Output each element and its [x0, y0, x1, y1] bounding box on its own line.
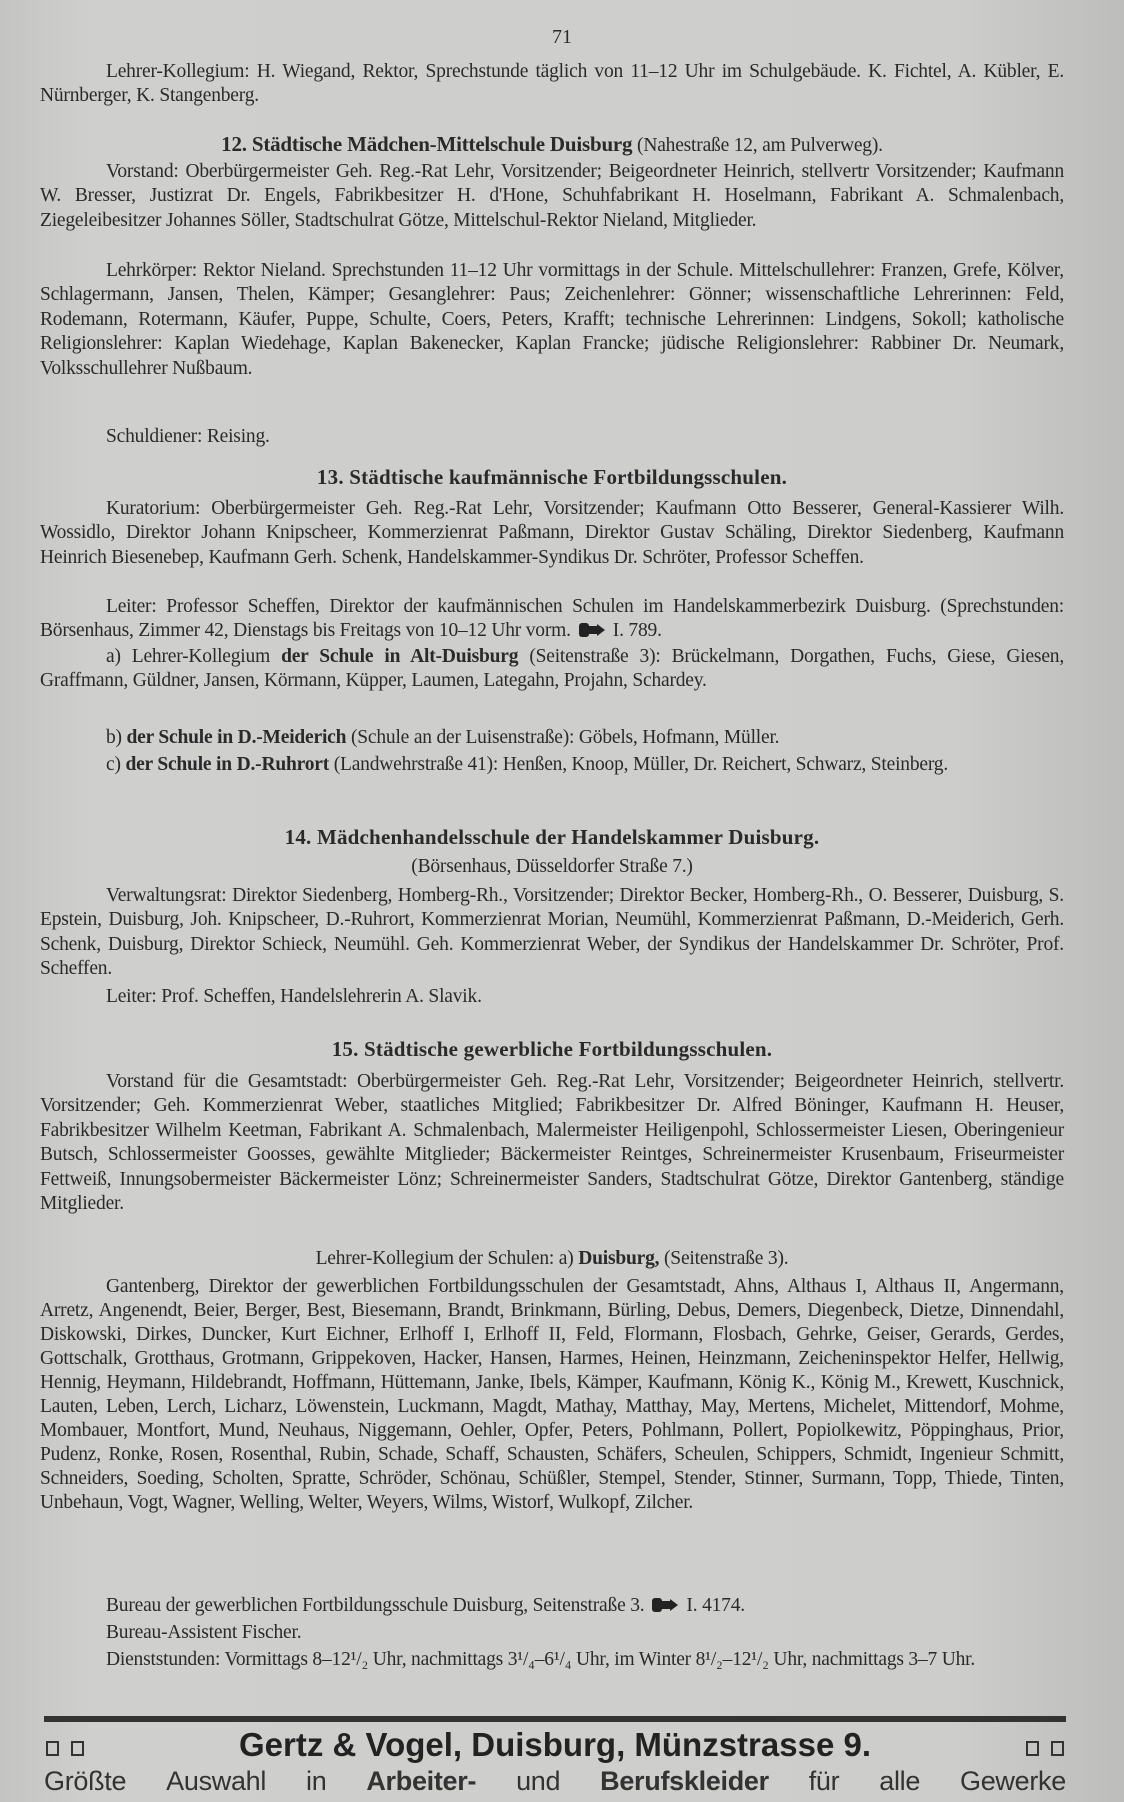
section-12-title: 12. Städtische Mädchen-Mittelschule Duisburg	[221, 132, 633, 156]
advert-word: alle	[879, 1766, 921, 1796]
section-13-b	[40, 726, 1064, 750]
section-13-a	[40, 645, 1064, 694]
section-15-assistent: Bureau-Assistent Fischer.	[106, 1622, 302, 1643]
a-rest: (Seitenstraße 3): Brückelmann, Dorgathen, Fuchs, Giese, Giesen, Graffmann, Güldner, Jansen, Körmann, Küpper, Laumen, Lategahn, Projahn, Schardey.	[40, 646, 1064, 692]
telephone-icon	[577, 621, 607, 639]
section-13-c	[40, 753, 1064, 777]
advert-word: für	[808, 1766, 840, 1796]
section-12-address: (Nahestraße 12, am Pulverweg).	[632, 135, 883, 156]
b-prefix: b)	[106, 727, 127, 748]
intro-kollegium: Lehrer-Kollegium: H. Wiegand, Rektor, Sprechstunde täglich von 11–12 Uhr im Schulgebäude. K. Fichtel, A. Kübler, E. Nürnberger, K. Stangenberg.	[40, 61, 1064, 107]
advert-word: Gewerke	[960, 1766, 1066, 1796]
c-prefix: c)	[106, 754, 126, 775]
advert-company: Gertz & Vogel, Duisburg, Münzstrasse 9.	[238, 1726, 871, 1763]
kollegium-address: (Seitenstraße 3).	[659, 1248, 789, 1269]
advert-line-2	[44, 1766, 1066, 1797]
a-school: der Schule in Alt-Duisburg	[281, 646, 519, 667]
section-15-bureau	[40, 1594, 1064, 1618]
kollegium-city: Duisburg,	[578, 1248, 660, 1269]
c-rest: (Landwehrstraße 41): Henßen, Knoop, Müller, Dr. Reichert, Schwarz, Steinberg.	[329, 754, 949, 775]
c-school: der Schule in D.-Ruhrort	[125, 754, 330, 775]
bureau-text: Bureau der gewerblichen Fortbildungsschule Duisburg, Seitenstraße 3.	[106, 1595, 645, 1616]
section-15-heading: 15. Städtische gewerbliche Fortbildungsschulen.	[331, 1037, 773, 1061]
advert-word: in	[306, 1766, 327, 1796]
section-12-schuldiener: Schuldiener: Reising.	[106, 426, 270, 447]
section-15-dienststunden: Dienststunden: Vormittags 8–12¹/₂ Uhr, nachmittags 3¹/₄–6¹/₄ Uhr, im Winter 8¹/₂–12¹/₂ Uhr, nachmittags 3–7 Uhr.	[106, 1649, 976, 1670]
section-15-kollegium-heading	[40, 1247, 1064, 1271]
section-12-heading	[40, 132, 1064, 158]
advert-word: Größte	[44, 1766, 127, 1796]
section-13-kuratorium: Kuratorium: Oberbürgermeister Geh. Reg.-Rat Lehr, Vorsitzender; Kaufmann Otto Besserer, General-Kassierer Wilh. Wossidlo, Direktor Johann Knipscheer, Kommerzienrat Paßmann, Direktor Gustav Schäling, Direktor Siedenberg, Kaufmann Heinrich Biesenebер, Kaufmann Gerh. Schenk, Handelskammer-Syndikus Dr. Schröter, Professor Scheffen.	[40, 498, 1064, 568]
b-rest: (Schule an der Luisenstraße): Göbels, Hofmann, Müller.	[346, 727, 780, 748]
section-15-vorstand: Vorstand für die Gesamtstadt: Oberbürgermeister Geh. Reg.-Rat Lehr, Vorsitzender; Beigeordneter Heinrich, stellvertr. Vorsitzender; Geh. Kommerzienrat Weber, staatliches Mitglied; Fabrikbesitzer Dr. Alfred Böninger, Kaufmann H. Heuser, Fabrikbesitzer Wilhelm Keetman, Fabrikant A. Schmalenbach, Malermeister Heiligenpohl, Schlossermeister Liesen, Oberingenieur Butsch, Schlossermeister Goosses, gewählte Mitglieder; Bäckermeister Reintges, Schreinermeister Krusenbaum, Friseurmeister Fettweiß, Innungsobermeister Bäckermeister Lönz; Schreinermeister Sanders, Stadtschulrat Götze, Direktor Gantenberg, ständige Mitglieder.	[40, 1071, 1064, 1215]
kollegium-prefix: Lehrer-Kollegium der Schulen: a)	[315, 1248, 579, 1269]
section-14-leiter: Leiter: Prof. Scheffen, Handelslehrerin A. Slavik.	[106, 986, 482, 1007]
bureau-phone: I. 4174.	[686, 1595, 745, 1616]
advert-word: Berufskleider	[600, 1766, 769, 1796]
advert-line-1	[40, 1726, 1070, 1764]
advert-word: Arbeiter-	[366, 1766, 477, 1796]
telephone-icon	[650, 1596, 680, 1614]
advert-divider	[44, 1716, 1066, 1722]
section-14-address: (Börsenhaus, Düsseldorfer Straße 7.)	[411, 856, 693, 877]
section-13-heading: 13. Städtische kaufmännische Fortbildungsschulen.	[316, 465, 788, 489]
leiter-phone: I. 789.	[612, 620, 662, 642]
section-14-heading: 14. Mädchenhandelsschule der Handelskammer Duisburg.	[284, 825, 820, 849]
square-ornament-icon	[40, 1726, 90, 1764]
section-12-vorstand: Vorstand: Oberbürgermeister Geh. Reg.-Rat Lehr, Vorsitzender; Beigeordneter Heinrich, stellvertr Vorsitzender; Kaufmann W. Bresser, Justizrat Dr. Engels, Fabrikbesitzer H. d'Hone, Schuhfabrikant H. Hoselmann, Fabrikant A. Schmalenbach, Ziegeleibesitzer Johannes Söller, Stadtschulrat Götze, Mittelschul-Rektor Nieland, Mitglieder.	[40, 161, 1064, 231]
advert-word: Auswahl	[166, 1766, 267, 1796]
advert-word: und	[516, 1766, 561, 1796]
square-ornament-icon	[1020, 1726, 1070, 1764]
page-number: 71	[552, 26, 572, 48]
leiter-text: Leiter: Professor Scheffen, Direktor der kaufmännischen Schulen im Handelskammerbezirk Duisburg. (Sprechstunden: Börsenhaus, Zimmer 42, Dienstags bis Freitags von 10–12 Uhr vorm.	[40, 596, 1064, 642]
section-13-leiter	[40, 595, 1064, 644]
section-14-verwaltungsrat: Verwaltungsrat: Direktor Siedenberg, Homberg-Rh., Vorsitzender; Direktor Becker, Homberg-Rh., O. Besserer, Duisburg, S. Epstein, Duisburg, Joh. Knipscheer, D.-Ruhrort, Kommerzienrat Morian, Neumühl, Kommerzienrat Paßmann, D.-Meiderich, Gerh. Schenk, Duisburg, Direktor Schieck, Neumühl. Geh. Kommerzienrat Weber, der Syndikus der Handelskammer Dr. Schröter, Prof. Scheffen.	[40, 885, 1064, 980]
section-12-lehrkoerper: Lehrkörper: Rektor Nieland. Sprechstunden 11–12 Uhr vormittags in der Schule. Mittelschullehrer: Franzen, Grefe, Kölver, Schlagermann, Jansen, Thelen, Kämper; Gesanglehrer: Paus; Zeichenlehrer: Gönner; wissenschaftliche Lehrerinnen: Feld, Rodemann, Rotermann, Käufer, Puppe, Schulte, Coers, Peters, Krafft; technische Lehrerinnen: Lindgens, Sokoll; katholische Religionslehrer: Kaplan Wiedehage, Kaplan Bakenecker, Kaplan Francke; jüdische Religionslehrer: Rabbiner Dr. Neumark, Volksschullehrer Nußbaum.	[40, 260, 1064, 379]
b-school: der Schule in D.-Meiderich	[126, 727, 347, 748]
section-15-teachers: Gantenberg, Direktor der gewerblichen Fortbildungsschulen der Gesamtstadt, Ahns, Althaus I, Althaus II, Angermann, Arretz, Angenendt, Beier, Berger, Best, Biesemann, Brandt, Brinkmann, Bürling, Debus, Demers, Diegenbeck, Dietze, Dinnendahl, Diskowski, Dirkes, Duncker, Kurt Eichner, Erlhoff I, Erlhoff II, Feld, Flormann, Flosbach, Gehrke, Geiser, Gerards, Gerdes, Gottschalk, Grotthaus, Grotmann, Grippekoven, Hacker, Hansen, Harmes, Heinen, Heinzmann, Zeicheninspektor Helfer, Hellwig, Hennig, Heymann, Hildebrandt, Hoffmann, Hüttemann, Janke, Ibels, Kämper, Kaufmann, König K., König M., Krewett, Kuschnick, Lauten, Leben, Lerch, Licharz, Löwenstein, Luckmann, Magdt, Mathay, Matthay, May, Mertens, Michelet, Mittendorf, Mohme, Mombauer, Montfort, Mund, Neuhaus, Niggemann, Oehler, Opfer, Peters, Pohlmann, Pollert, Popiolkewitz, Pöppinghaus, Prior, Pudenz, Ronke, Rosen, Rosenthal, Rubin, Schade, Schaff, Schausten, Schäfers, Scheulen, Schippers, Schmidt, Ingenieur Schmitt, Schneiders, Soeding, Scholten, Spratte, Schröder, Schönau, Schüßler, Stempel, Stender, Stinner, Surmann, Topp, Thiede, Tinten, Unbehaun, Vogt, Wagner, Welling, Welter, Weyers, Wilms, Wistorf, Wulkopf, Zilcher.	[40, 1276, 1064, 1513]
a-prefix: a) Lehrer-Kollegium	[106, 646, 282, 667]
